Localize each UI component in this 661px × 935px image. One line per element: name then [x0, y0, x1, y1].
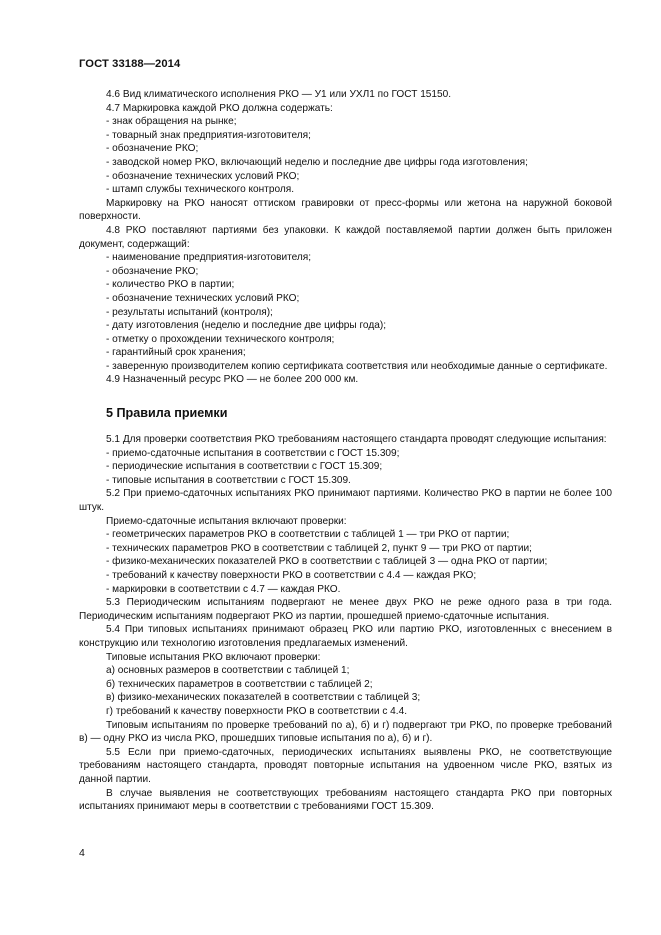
paragraph: - периодические испытания в соответствии с ГОСТ 15.309;	[106, 461, 383, 473]
paragraph: - приемо-сдаточные испытания в соответствии с ГОСТ 15.309;	[106, 447, 400, 459]
paragraph: - количество РКО в партии;	[106, 279, 235, 291]
paragraph: 4.7 Маркировка каждой РКО должна содержать:	[106, 102, 333, 114]
paragraph: - обозначение технических условий РКО;	[106, 170, 300, 182]
paragraph: - дату изготовления (неделю и последние две цифры года);	[106, 320, 386, 332]
paragraph: Типовые испытания РКО включают проверки:	[106, 651, 321, 663]
paragraph: - маркировки в соответствии с 4.7 — каждая РКО.	[106, 583, 341, 595]
paragraph: 5.5 Если при приемо-сдаточных, периодических испытаниях выявлены РКО, не соответствующие требованиям настоящего стандарта, проводят повторные испытания на удвоенном числе РКО, взятых из данной партии.	[79, 746, 612, 785]
paragraph: 4.9 Назначенный ресурс РКО — не более 200 000 км.	[106, 374, 359, 386]
page-number: 4	[79, 847, 85, 859]
paragraph: - заверенную производителем копию сертификата соответствия или необходимые данные о сертификате.	[106, 360, 608, 372]
paragraph: а) основных размеров в соответствии с таблицей 1;	[106, 665, 350, 677]
paragraph: - товарный знак предприятия-изготовителя;	[106, 129, 311, 141]
paragraph: Типовым испытаниям по проверке требований по а), б) и г) подвергают три РКО, по проверке требований в) — одну РКО из числа РКО, прошедших типовые испытания по а), б) и г).	[79, 719, 612, 745]
paragraph: - технических параметров РКО в соответствии с таблицей 2, пункт 9 — три РКО от партии;	[106, 542, 532, 554]
paragraph: г) требований к качеству поверхности РКО в соответствии с 4.4.	[106, 705, 408, 717]
paragraph: - знак обращения на рынке;	[106, 116, 237, 128]
section-5-heading: 5 Правила приемки	[106, 406, 228, 421]
paragraph: - наименование предприятия-изготовителя;	[106, 252, 312, 264]
paragraph: 5.1 Для проверки соответствия РКО требованиям настоящего стандарта проводят следующие испытания:	[106, 434, 607, 446]
paragraph: - гарантийный срок хранения;	[106, 347, 246, 359]
paragraph: - требований к качеству поверхности РКО в соответствии с 4.4 — каждая РКО;	[106, 570, 477, 581]
paragraph: Приемо-сдаточные испытания включают проверки:	[106, 515, 347, 527]
section-5-body	[79, 433, 612, 814]
paragraph: - типовые испытания в соответствии с ГОСТ 15.309.	[106, 474, 351, 486]
paragraph: б) технических параметров в соответствии с таблицей 2;	[106, 678, 373, 690]
paragraph: - геометрических параметров РКО в соответствии с таблицей 1 — три РКО от партии;	[106, 529, 510, 541]
paragraph: 4.8 РКО поставляют партиями без упаковки. К каждой поставляемой партии должен быть приложен документ, содержащий:	[79, 224, 612, 250]
paragraph: Маркировку на РКО наносят оттиском гравировки от пресс-формы или жетона на наружной боковой поверхности.	[79, 197, 612, 223]
paragraph: - физико-механических показателей РКО в соответствии с таблицей 3 — одна РКО от партии;	[106, 556, 548, 568]
paragraph: - заводской номер РКО, включающий неделю и последние две цифры года изготовления;	[106, 156, 528, 168]
paragraph: 5.3 Периодическим испытаниям подвергают не менее двух РКО не реже одного раза в три года. Периодическим испытаниям подвергают РКО из партии, прошедшей приемо-сдаточные испытания.	[79, 597, 612, 622]
paragraph: 5.2 При приемо-сдаточных испытаниях РКО принимают партиями. Количество РКО в партии не более 100 штук.	[79, 488, 612, 514]
paragraph: - штамп службы технического контроля.	[106, 184, 295, 196]
paragraph: - обозначение технических условий РКО;	[106, 292, 300, 304]
section-4-body	[79, 88, 612, 387]
paragraph: 5.4 При типовых испытаниях принимают образец РКО или партию РКО, изготовленных с внесением в конструкцию или технологию изготовления предлагаемых изменений.	[79, 624, 612, 649]
paragraph: - обозначение РКО;	[106, 143, 199, 155]
paragraph: - отметку о прохождении технического контроля;	[106, 333, 335, 345]
paragraph: В случае выявления не соответствующих требованиям настоящего стандарта РКО при повторных испытаниях принимают меры в соответствии с требованиями ГОСТ 15.309.	[79, 787, 612, 813]
paragraph: 4.6 Вид климатического исполнения РКО — У1 или УХЛ1 по ГОСТ 15150.	[106, 89, 452, 100]
paragraph: - результаты испытаний (контроля);	[106, 306, 273, 318]
paragraph: - обозначение РКО;	[106, 265, 199, 277]
page-content	[79, 88, 612, 814]
paragraph: в) физико-механических показателей в соответствии с таблицей 3;	[106, 692, 421, 704]
document-code-header: ГОСТ 33188—2014	[79, 58, 181, 70]
